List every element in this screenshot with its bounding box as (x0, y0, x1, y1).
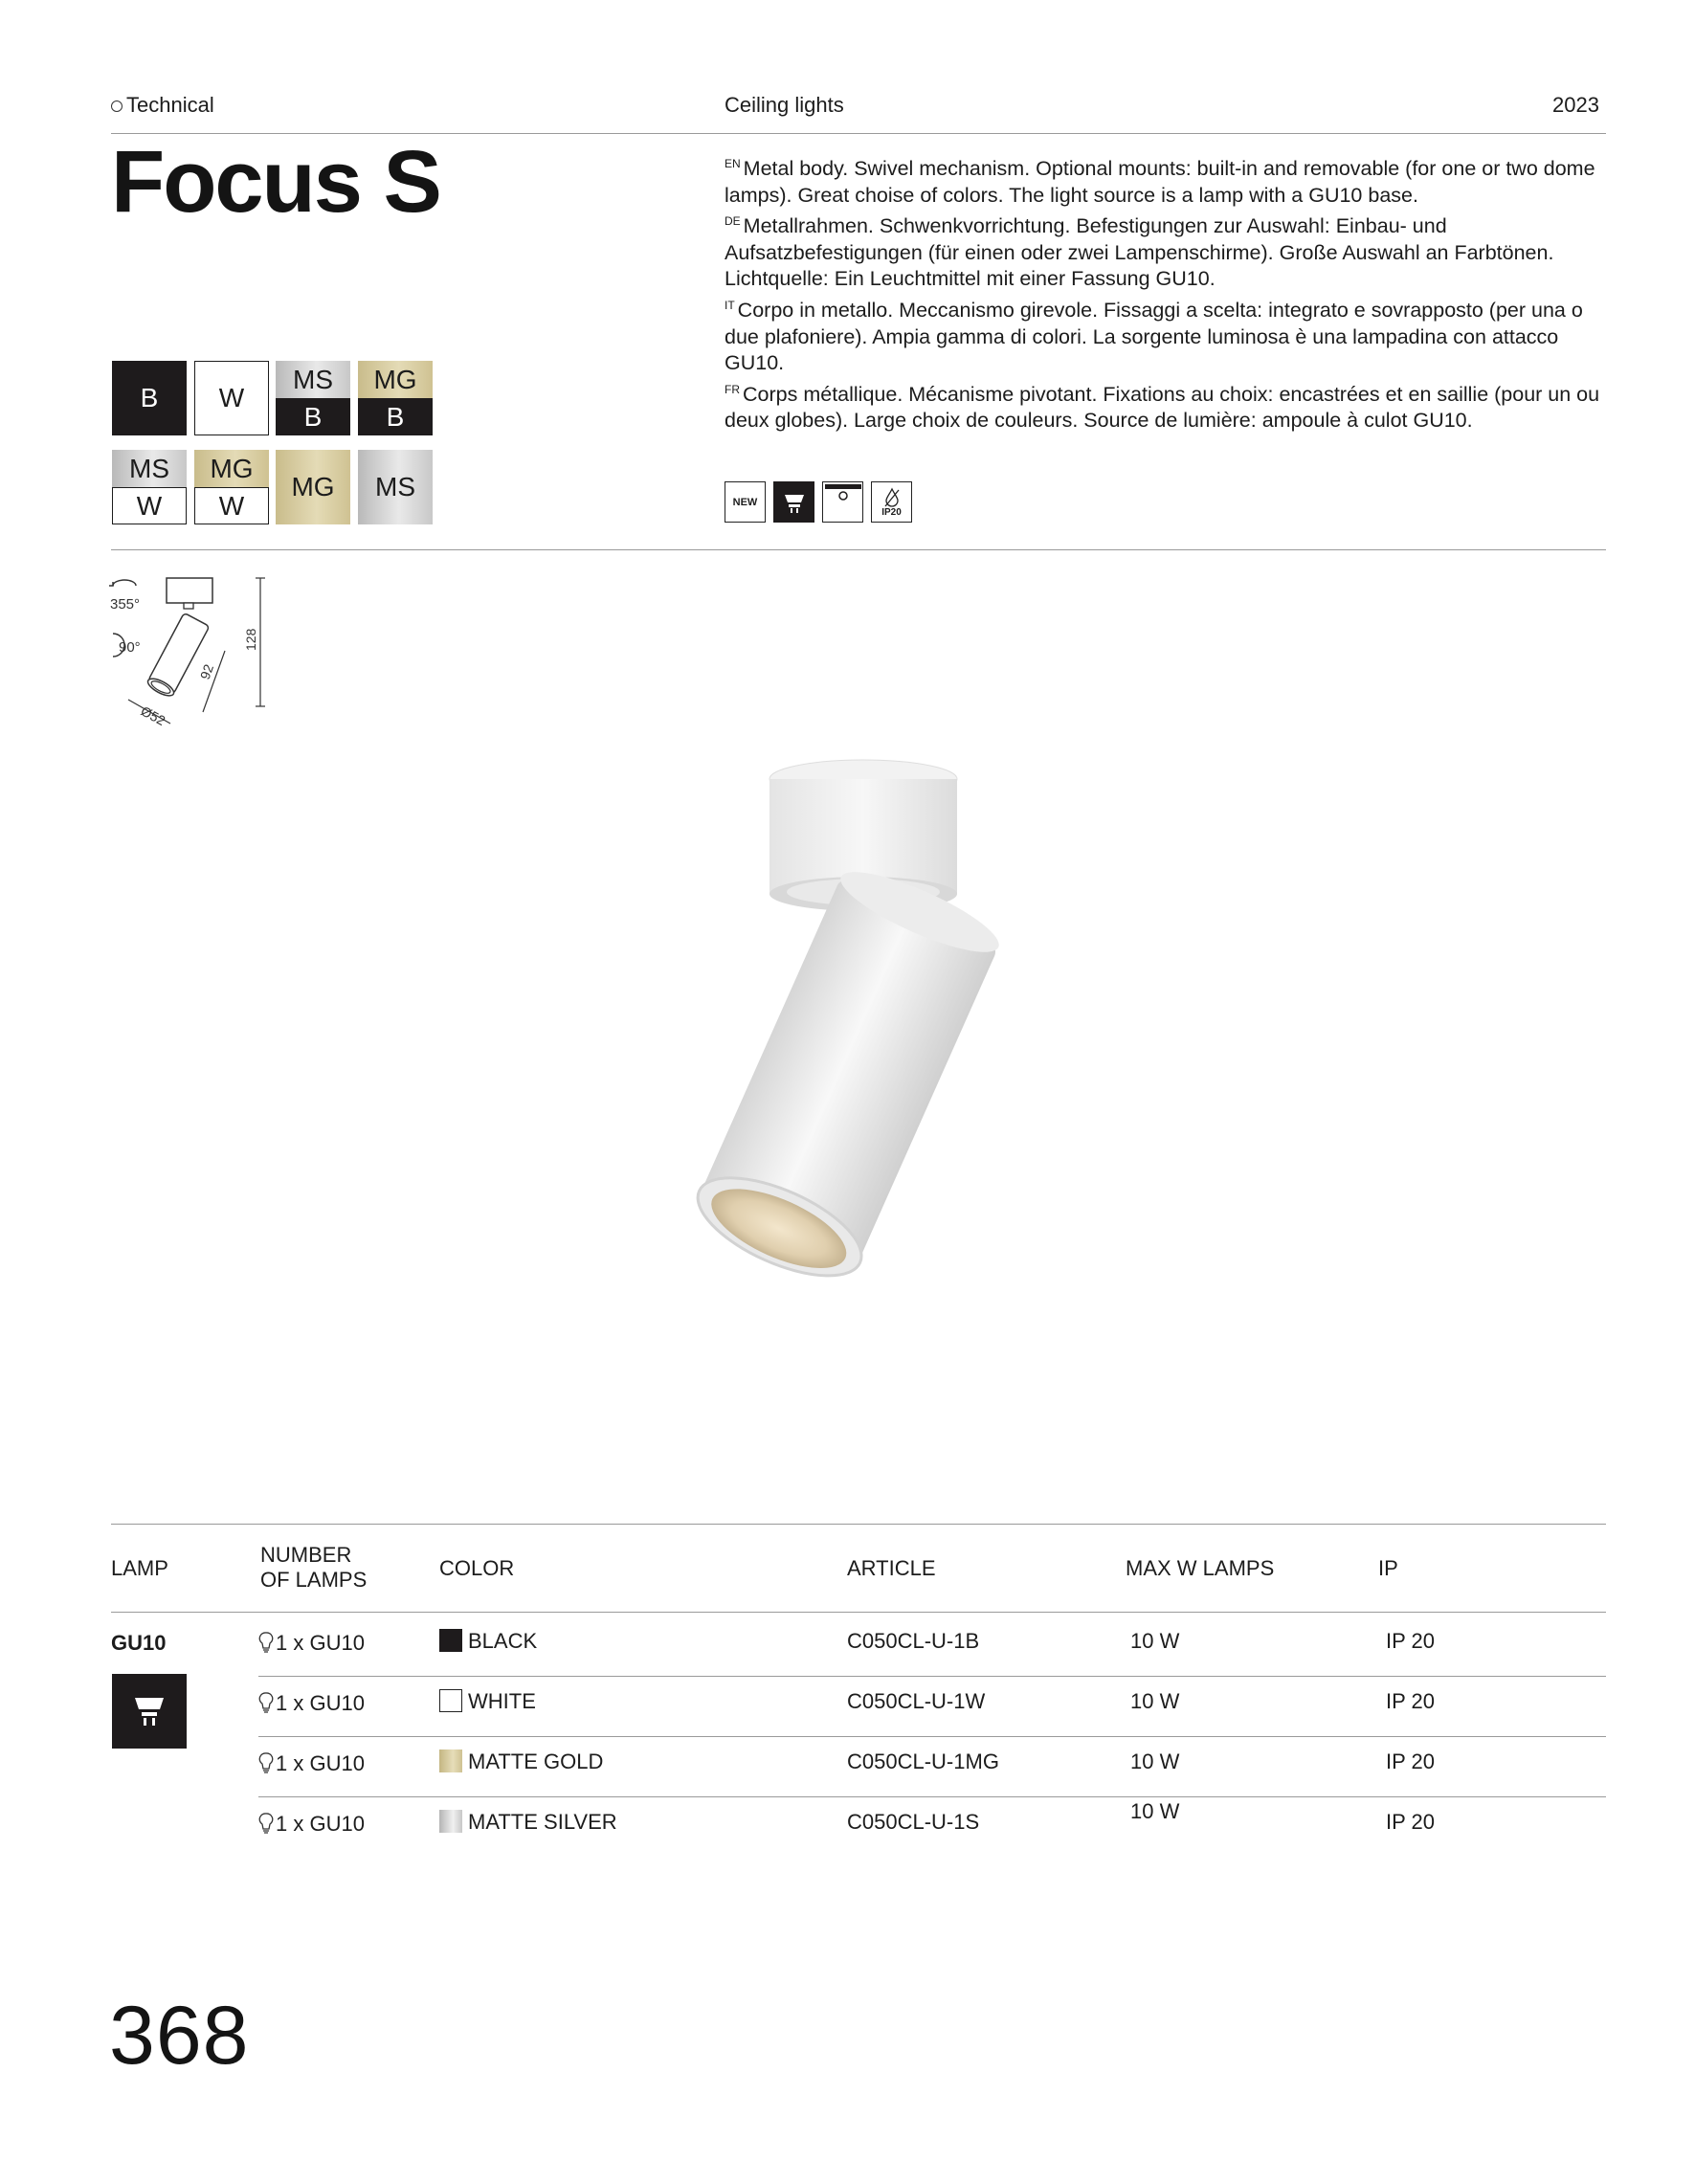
color-chip-white (439, 1689, 462, 1712)
table-row-1-number: 1 x GU10 (258, 1631, 365, 1656)
table-row-2-color: WHITE (439, 1689, 536, 1714)
droplet-crossed-icon (881, 487, 903, 508)
table-row-1-color: BLACK (439, 1629, 537, 1654)
section-label: Technical (111, 93, 214, 118)
col-header-max-w: MAX W LAMPS (1126, 1556, 1275, 1580)
row-divider (258, 1796, 1606, 1797)
swatch-black: B (112, 361, 187, 435)
swatch-matte-silver: MS (358, 450, 433, 524)
bulb-icon (258, 1751, 274, 1774)
product-description (725, 151, 1605, 435)
row-divider (258, 1736, 1606, 1737)
table-row-4-ip: IP 20 (1386, 1810, 1435, 1834)
header-divider (111, 1612, 1606, 1613)
svg-text:90°: 90° (119, 639, 141, 656)
col-header-ip: IP (1378, 1556, 1398, 1580)
swatch-matte-silver-white: MS W (112, 450, 187, 524)
swatch-white: W (194, 361, 269, 435)
table-row-2-max-w: 10 W (1130, 1689, 1180, 1713)
col-header-color: COLOR (439, 1556, 515, 1580)
product-photo (670, 756, 1072, 1349)
col-header-article: ARTICLE (847, 1556, 936, 1580)
gu10-icon (773, 481, 814, 523)
color-chip-black (439, 1629, 462, 1652)
color-chip-matte-silver (439, 1810, 462, 1833)
svg-text:355°: 355° (110, 596, 141, 613)
table-row-4-color: MATTE SILVER (439, 1810, 617, 1835)
svg-text:Ø52: Ø52 (138, 702, 168, 729)
swatch-matte-gold-white: MG W (194, 450, 269, 524)
table-row-1-article: C050CL-U-1B (847, 1629, 980, 1653)
svg-text:128: 128 (243, 628, 258, 651)
dimension-diagram (107, 572, 275, 735)
table-row-3-article: C050CL-U-1MG (847, 1749, 999, 1773)
table-row-4-article: C050CL-U-1S (847, 1810, 980, 1834)
rotate-horizontal-icon (113, 580, 136, 586)
ip20-icon: IP20 (871, 481, 912, 523)
description-en: $^{EN}$ Metal body. Swivel mechanism. Optional mounts: built-in and removable (for one or two dome lamps). Great choise of colors. The light source is a lamp with a GU10 base. (725, 157, 1595, 207)
color-chip-matte-gold (439, 1749, 462, 1772)
table-row-3-color: MATTE GOLD (439, 1749, 603, 1774)
product-title: Focus S (111, 133, 440, 231)
gu10-lamp-icon (112, 1674, 187, 1749)
table-row-4-number: 1 x GU10 (258, 1812, 365, 1837)
lamp-type: GU10 (111, 1631, 167, 1655)
table-row-2-number: 1 x GU10 (258, 1691, 365, 1716)
category-label: Ceiling lights (725, 93, 844, 117)
row-divider (258, 1676, 1606, 1677)
bulb-icon (258, 1631, 274, 1654)
description-de: $^{DE}$ Metallrahmen. Schwenkvorrichtung. Befestigungen zur Auswahl: Einbau- und Aufsatzbefestigungen (für einen oder zwei Lampenschirme). Große Auswahl an Farbtönen. Lichtquelle: Ein Leuchtmittel mit einer Fassung GU10. (725, 214, 1554, 291)
table-row-1-max-w: 10 W (1130, 1629, 1180, 1653)
bulb-icon (258, 1691, 274, 1714)
table-row-2-ip: IP 20 (1386, 1689, 1435, 1713)
page-number: 368 (109, 1990, 250, 2082)
ceiling-mount-icon (822, 481, 863, 523)
bulb-icon (258, 1812, 274, 1835)
table-top-rule (111, 1524, 1606, 1525)
col-header-number: NUMBER OF LAMPS (260, 1543, 368, 1592)
table-row-2-article: C050CL-U-1W (847, 1689, 986, 1713)
new-badge: NEW (725, 481, 766, 523)
table-row-3-number: 1 x GU10 (258, 1751, 365, 1776)
swatch-matte-gold-black: MG B (358, 361, 433, 435)
swatch-matte-gold: MG (276, 450, 350, 524)
table-row-4-max-w: 10 W (1130, 1799, 1180, 1823)
table-row-3-max-w: 10 W (1130, 1749, 1180, 1773)
circle-icon (111, 100, 123, 112)
year-label: 2023 (1552, 93, 1599, 117)
table-row-3-ip: IP 20 (1386, 1749, 1435, 1773)
svg-text:92: 92 (196, 661, 217, 682)
description-it: $^{IT}$ Corpo in metallo. Meccanismo girevole. Fissaggi a scelta: integrato e sovrapposto (per una o due plafoniere). Ampia gamma di colori. La sorgente luminosa è una lampadina con attacco GU10. (725, 298, 1583, 375)
table-row-1-ip: IP 20 (1386, 1629, 1435, 1653)
col-header-lamp: LAMP (111, 1556, 168, 1580)
section-rule (111, 549, 1606, 550)
swatch-matte-silver-black: MS B (276, 361, 350, 435)
description-fr: $^{FR}$ Corps métallique. Mécanisme pivotant. Fixations au choix: encastrées et en saillie (pour un ou deux globes). Large choix de couleurs. Source de lumière: ampoule à culot GU10. (725, 382, 1600, 433)
